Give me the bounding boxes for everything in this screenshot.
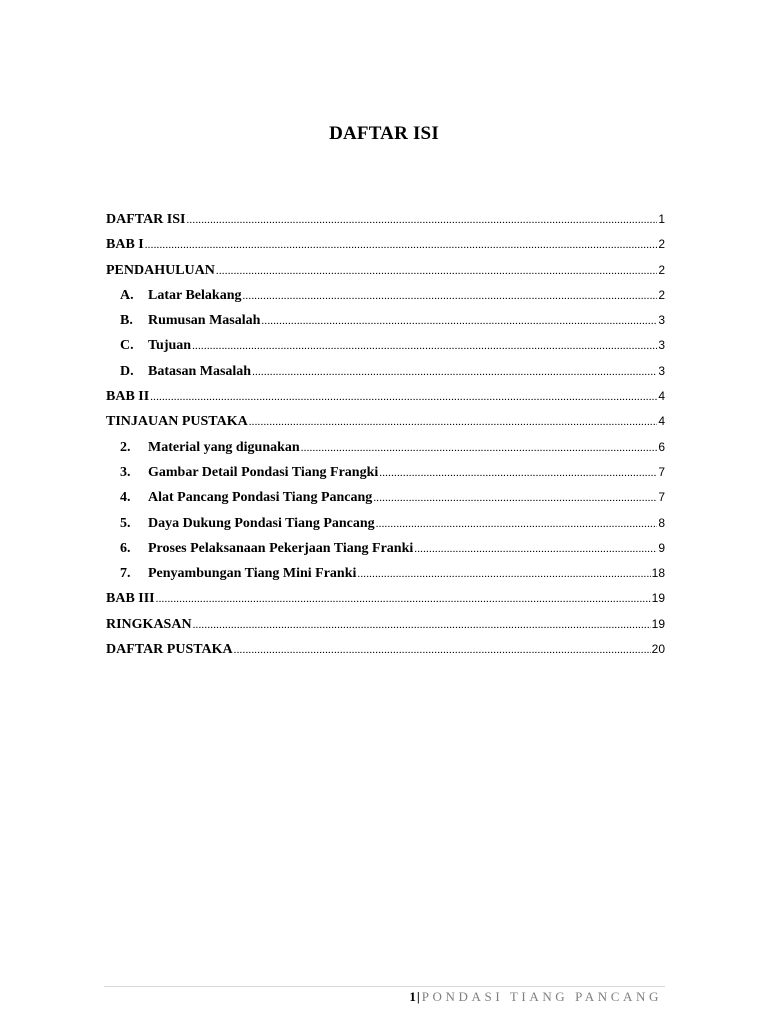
toc-entry[interactable] <box>106 258 665 283</box>
toc-entry-page-number: 8 <box>658 515 665 530</box>
toc-entry-number: A. <box>120 287 134 303</box>
dot-leader <box>242 286 657 306</box>
toc-entry-page-number: 3 <box>658 313 665 328</box>
toc-entry-page-number: 2 <box>658 237 665 252</box>
dot-leader <box>193 615 651 635</box>
toc-entry-page-number: 2 <box>658 262 665 277</box>
toc-entry[interactable] <box>106 283 665 308</box>
page-footer <box>409 989 662 1005</box>
toc-entry-page-number: 20 <box>651 642 665 657</box>
toc-entry-label: Alat Pancang Pondasi Tiang Pancang <box>148 490 373 506</box>
dot-leader <box>145 235 658 255</box>
toc-entry-page-number: 18 <box>651 566 665 581</box>
toc-entry-label: Rumusan Masalah <box>148 313 261 329</box>
toc-entry-label: BAB I <box>106 237 144 253</box>
toc-entry[interactable] <box>106 359 665 384</box>
toc-entry-label: Proses Pelaksanaan Pekerjaan Tiang Franki <box>148 540 414 556</box>
toc-entry-label: TINJAUAN PUSTAKA <box>106 414 248 430</box>
toc-entry-page-number: 9 <box>658 540 665 555</box>
dot-leader <box>379 463 657 483</box>
dot-leader <box>192 336 657 356</box>
toc-entry-label: Batasan Masalah <box>148 363 252 379</box>
toc-entry-page-number: 3 <box>658 363 665 378</box>
dot-leader <box>357 564 650 584</box>
toc-entry[interactable] <box>106 409 665 434</box>
toc-entry-number: B. <box>120 313 133 329</box>
toc-entry-label: Latar Belakang <box>148 287 242 303</box>
footer-running-title: PONDASI TIANG PANCANG <box>421 989 662 1004</box>
toc-entry-page-number: 19 <box>651 591 665 606</box>
toc-entry[interactable] <box>106 435 665 460</box>
toc-entry-label: Gambar Detail Pondasi Tiang Frangki <box>148 464 379 480</box>
toc-entry-label: RINGKASAN <box>106 616 192 632</box>
toc-entry-page-number: 7 <box>658 490 665 505</box>
dot-leader <box>216 261 657 281</box>
toc-entry[interactable] <box>106 612 665 637</box>
toc-entry-page-number: 1 <box>658 212 665 226</box>
toc-entry[interactable] <box>106 232 665 257</box>
footer-divider <box>104 986 665 987</box>
toc-entry-page-number: 2 <box>658 287 665 302</box>
toc-entry-number: 6. <box>120 540 131 556</box>
toc-entry-label: Tujuan <box>148 338 192 354</box>
toc-entry-label: Material yang digunakan <box>148 439 300 455</box>
table-of-contents <box>106 207 665 662</box>
page-title: DAFTAR ISI <box>329 123 439 144</box>
dot-leader <box>186 210 657 230</box>
toc-entry-label: BAB III <box>106 591 155 607</box>
toc-entry[interactable] <box>106 308 665 333</box>
dot-leader <box>414 539 657 559</box>
toc-entry[interactable] <box>106 511 665 536</box>
toc-entry-label: DAFTAR ISI <box>106 212 186 227</box>
toc-entry-number: D. <box>120 363 134 379</box>
toc-entry-page-number: 3 <box>658 338 665 353</box>
dot-leader <box>252 362 657 382</box>
toc-entry[interactable] <box>106 637 665 662</box>
dot-leader <box>249 412 658 432</box>
toc-entry-page-number: 6 <box>658 439 665 454</box>
dot-leader <box>373 488 657 508</box>
toc-entry[interactable] <box>106 384 665 409</box>
footer-separator: | <box>416 989 420 1004</box>
toc-entry-label: BAB II <box>106 389 150 405</box>
dot-leader <box>261 311 657 331</box>
dot-leader <box>156 589 651 609</box>
toc-entry-page-number: 4 <box>658 389 665 404</box>
toc-entry-label: DAFTAR PUSTAKA <box>106 642 233 658</box>
toc-entry[interactable] <box>106 586 665 611</box>
toc-entry-number: 5. <box>120 515 131 531</box>
dot-leader <box>234 640 651 660</box>
dot-leader <box>376 514 658 534</box>
toc-entry-label: PENDAHULUAN <box>106 262 215 278</box>
toc-entry[interactable] <box>106 485 665 510</box>
toc-entry-number: 7. <box>120 566 131 582</box>
toc-entry[interactable] <box>106 207 665 232</box>
toc-entry-number: C. <box>120 338 134 354</box>
dot-leader <box>150 387 657 407</box>
toc-entry-page-number: 4 <box>658 414 665 429</box>
toc-entry-number: 2. <box>120 439 131 455</box>
toc-entry-page-number: 19 <box>651 616 665 631</box>
toc-entry[interactable] <box>106 561 665 586</box>
footer-page-number: 1 <box>409 989 416 1004</box>
toc-entry-label: Penyambungan Tiang Mini Franki <box>148 566 357 582</box>
toc-entry-number: 3. <box>120 464 131 480</box>
toc-entry-label: Daya Dukung Pondasi Tiang Pancang <box>148 515 375 531</box>
toc-entry-page-number: 7 <box>658 464 665 479</box>
toc-entry[interactable] <box>106 460 665 485</box>
toc-entry-number: 4. <box>120 490 131 506</box>
toc-entry[interactable] <box>106 333 665 358</box>
dot-leader <box>301 438 658 458</box>
toc-entry[interactable] <box>106 536 665 561</box>
